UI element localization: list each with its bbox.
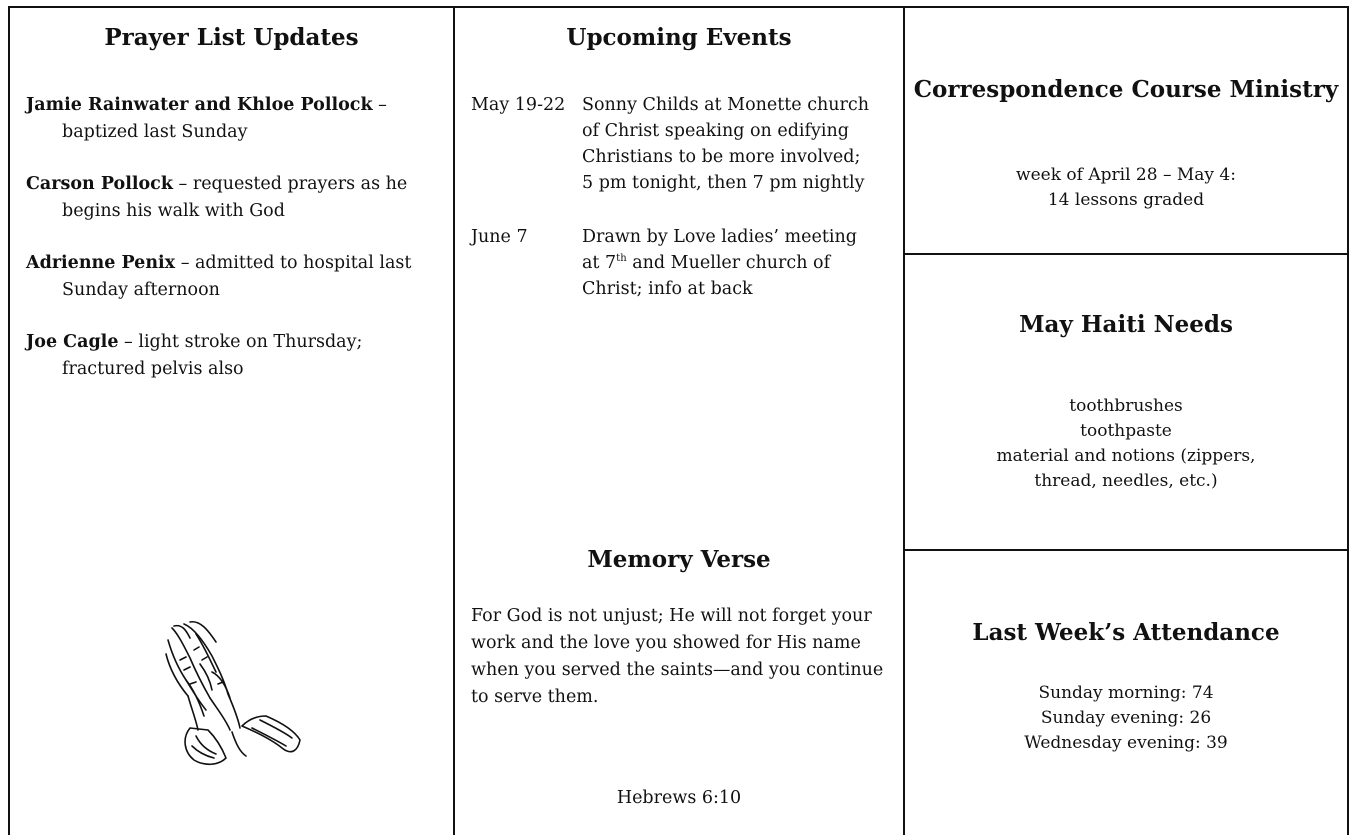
correspondence-lines bbox=[905, 163, 1347, 213]
events-column bbox=[455, 8, 905, 835]
event-item bbox=[471, 224, 891, 302]
prayer-name: Carson Pollock bbox=[26, 174, 173, 194]
prayer-text: – light stroke on Thursday; fractured pelvis also bbox=[62, 332, 363, 379]
attendance-title: Last Week’s Attendance bbox=[972, 619, 1280, 646]
attendance-box bbox=[905, 551, 1347, 835]
ordinal-suffix: th bbox=[616, 253, 627, 265]
attendance-line: Wednesday evening: 39 bbox=[1024, 733, 1228, 753]
event-date: May 19-22 bbox=[471, 95, 566, 115]
event-desc-part: and Mueller church of Christ; info at back bbox=[582, 253, 831, 299]
prayer-item bbox=[26, 250, 436, 304]
haiti-need: material and notions (zippers, bbox=[996, 446, 1256, 466]
attendance-line: Sunday morning: 74 bbox=[1038, 683, 1214, 703]
haiti-need: toothbrushes bbox=[1069, 396, 1183, 416]
prayer-name: Adrienne Penix bbox=[26, 253, 176, 273]
correspondence-box bbox=[905, 8, 1347, 255]
event-description bbox=[582, 224, 874, 302]
memory-verse-reference: Hebrews 6:10 bbox=[616, 788, 742, 808]
event-date: June 7 bbox=[471, 227, 528, 247]
memory-verse-title: Memory Verse bbox=[587, 546, 771, 573]
prayer-text: – baptized last Sunday bbox=[62, 95, 387, 142]
attendance-line: Sunday evening: 26 bbox=[1040, 708, 1212, 728]
prayer-text: – requested prayers as he begins his walk with God bbox=[62, 174, 408, 221]
prayer-title: Prayer List Updates bbox=[104, 24, 359, 51]
event-description: Sonny Childs at Monette church of Christ speaking on edifying Christians to be more involved; 5 pm tonight, then 7 pm nightly bbox=[582, 95, 869, 193]
prayer-item bbox=[26, 92, 436, 146]
haiti-need: thread, needles, etc.) bbox=[1034, 471, 1218, 491]
events-title: Upcoming Events bbox=[566, 24, 792, 51]
praying-hands-icon bbox=[160, 620, 315, 770]
event-item bbox=[471, 92, 891, 196]
haiti-needs-list bbox=[905, 394, 1347, 494]
correspondence-title: Correspondence Course Ministry bbox=[913, 76, 1339, 103]
info-column bbox=[905, 8, 1347, 835]
prayer-item bbox=[26, 329, 436, 383]
correspondence-line: week of April 28 – May 4: bbox=[1016, 165, 1236, 185]
haiti-need: toothpaste bbox=[1080, 421, 1172, 441]
prayer-name: Jamie Rainwater and Khloe Pollock bbox=[26, 95, 373, 115]
event-desc-part: Drawn by Love ladies’ meeting at 7 bbox=[582, 227, 857, 273]
haiti-title: May Haiti Needs bbox=[1019, 311, 1233, 338]
prayer-column bbox=[10, 8, 455, 835]
prayer-item bbox=[26, 171, 436, 225]
correspondence-line: 14 lessons graded bbox=[1047, 190, 1205, 210]
prayer-text: – admitted to hospital last Sunday afternoon bbox=[62, 253, 412, 300]
events-list bbox=[471, 92, 891, 330]
bulletin-panel bbox=[8, 6, 1349, 835]
memory-verse-text: For God is not unjust; He will not forget your work and the love you showed for His name when you served the saints—and you continue to serve them. bbox=[471, 606, 884, 707]
prayer-list bbox=[26, 92, 436, 408]
haiti-box bbox=[905, 255, 1347, 551]
prayer-name: Joe Cagle bbox=[26, 332, 119, 352]
attendance-list bbox=[905, 681, 1347, 756]
